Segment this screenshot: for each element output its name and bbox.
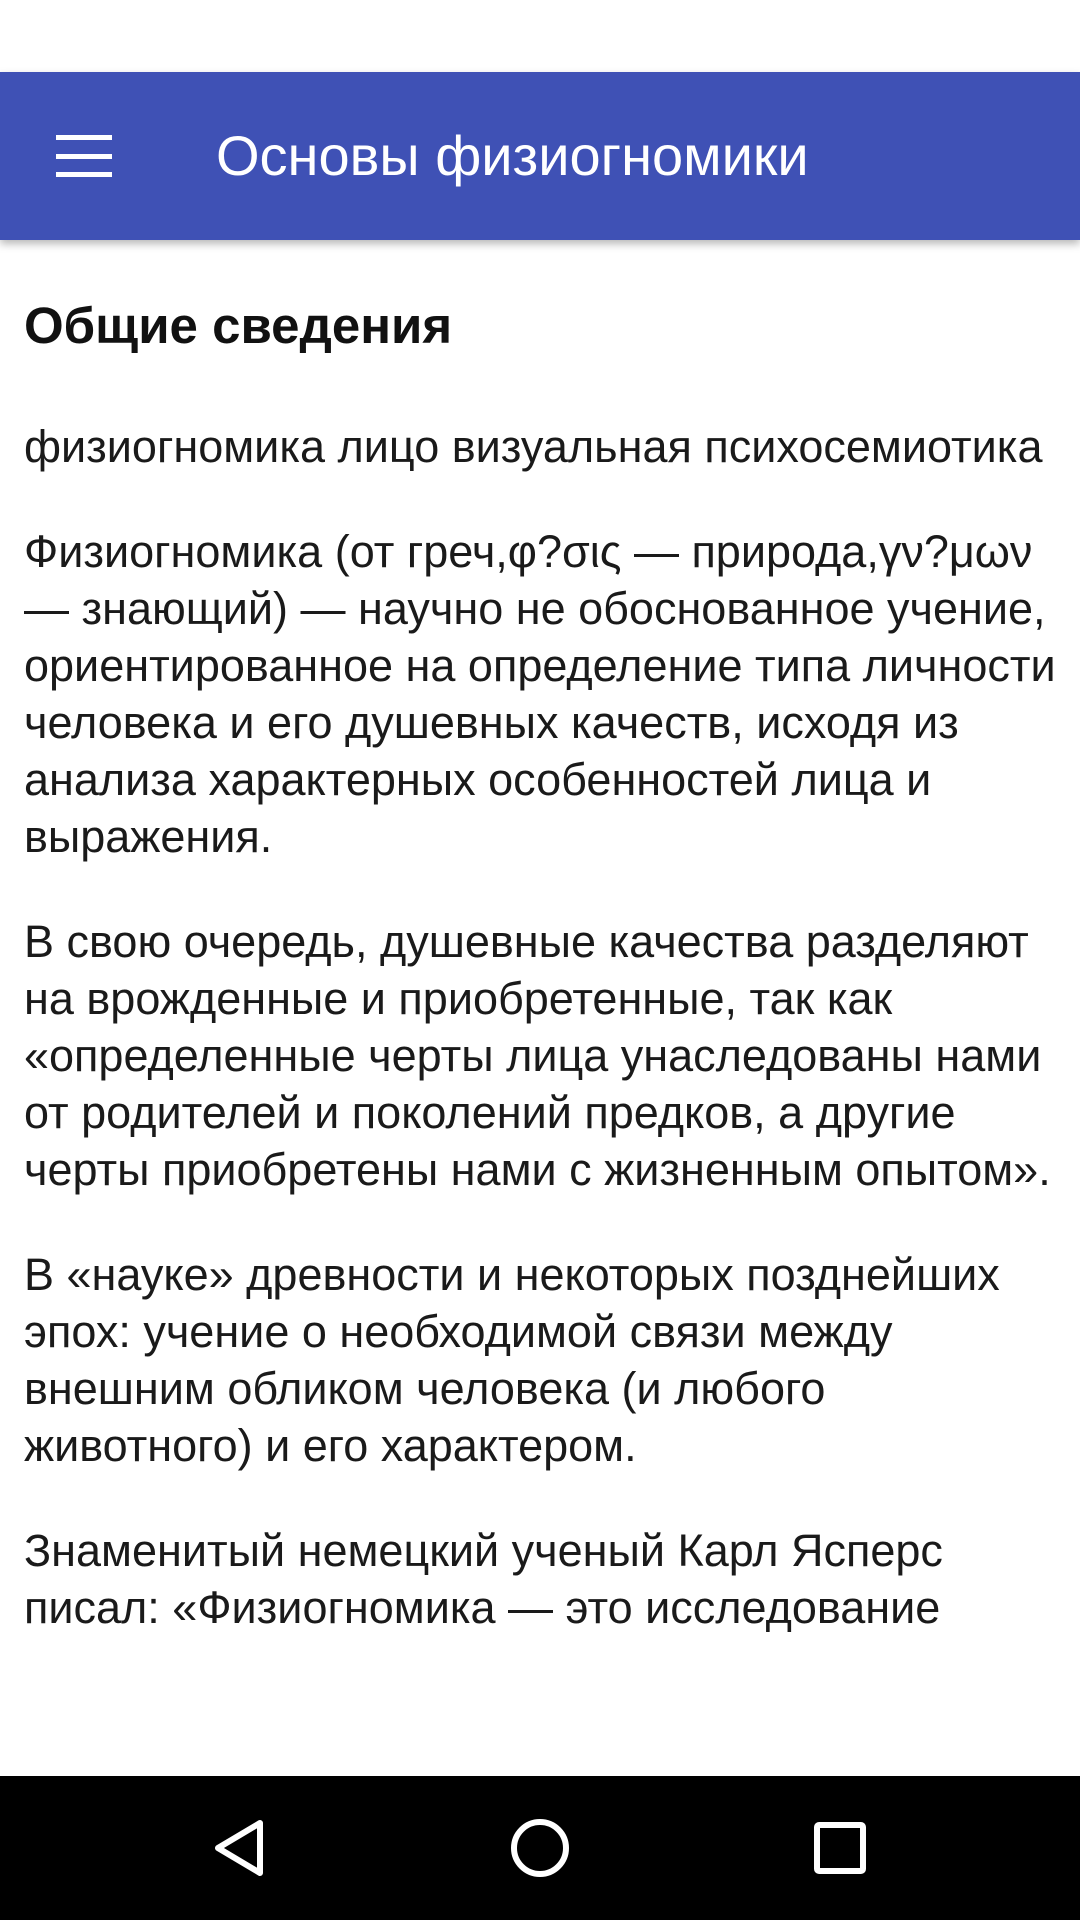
recents-button[interactable] (760, 1776, 920, 1920)
home-button[interactable] (460, 1776, 620, 1920)
paragraph-1: физиогномика лицо визуальная психосемиотика (24, 421, 1043, 473)
recents-square-icon (812, 1820, 868, 1876)
paragraph-2: Физиогномика (от греч,φ?σις — природа,γν?μων — знающий) — научно не обоснованное учение, ориентированное на определение типа личности человека и его душевных качеств, исходя из анализа характерных особенностей лица и выражения. (24, 526, 1056, 863)
app-bar (0, 72, 1080, 240)
system-nav-bar (0, 1776, 1080, 1920)
back-button[interactable] (160, 1776, 320, 1920)
app-title: Основы физиогномики (216, 124, 809, 187)
home-circle-icon (508, 1816, 572, 1880)
menu-button[interactable] (40, 116, 128, 196)
status-bar (0, 0, 1080, 72)
back-triangle-icon (210, 1818, 270, 1878)
paragraph-4: В «науке» древности и некоторых позднейших эпох: учение о необходимой связи между внешним обликом человека (и любого животного) и его характером. (24, 1249, 1000, 1472)
paragraph-5: Знаменитый немецкий ученый Карл Ясперс писал: «Физиогномика — это исследование (24, 1525, 943, 1634)
article-content[interactable] (0, 240, 1080, 1776)
hamburger-menu-icon (56, 135, 112, 177)
section-heading: Общие сведения (24, 297, 453, 354)
paragraph-3: В свою очередь, душевные качества разделяют на врожденные и приобретенные, так как «определенные черты лица унаследованы нами от родителей и поколений предков, а другие черты приобретены нами с жизненным опытом». (24, 916, 1051, 1196)
